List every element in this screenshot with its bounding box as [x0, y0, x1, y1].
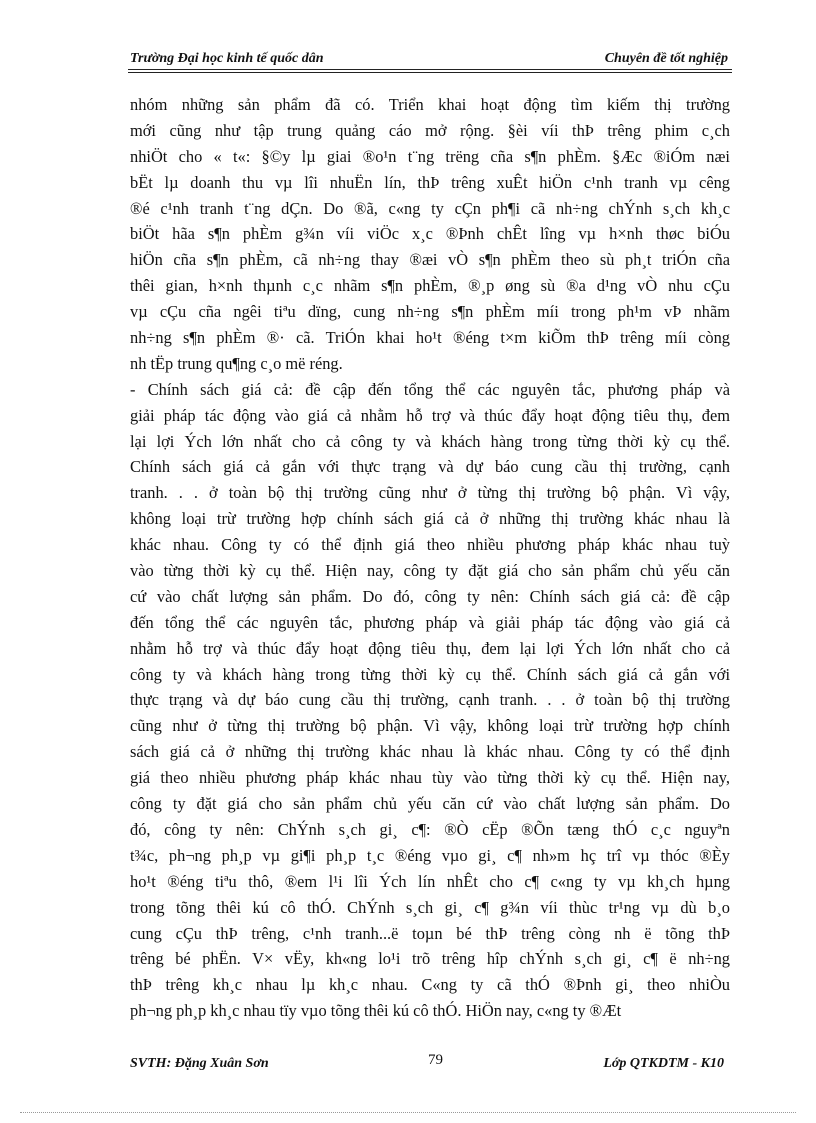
text-line: đến tổng thể các nguyên tắc, phương pháp và giải pháp tác động vào giá cả: [130, 612, 730, 632]
text-line: công ty và khách hàng trong từng thời kỳ cụ thể. Chính sách giá cả gắn với: [130, 664, 730, 684]
text-line: sách giá cả ở những thị trường khác nhau là khác nhau. Công ty có thể định: [130, 742, 730, 762]
text-line: nhằm hỗ trợ và thúc đẩy hoạt động tiêu thụ, đem lại lợi Ých lớn nhất cho cả: [130, 638, 730, 658]
text-line: t¾c, ph¬ng ph¸p vµ gi¶i ph¸p t¸c ®éng vµo gi¸ c¶ nh»m hç trî vµ thóc ®Èy: [130, 845, 730, 865]
text-line: ®é c¹nh tranh t¨ng dÇn. Do ®ã, c«ng ty cÇn ph¶i cã nh÷ng chÝnh s¸ch kh¸c: [130, 198, 730, 218]
text-line: mới cũng như tập trung quảng cáo mở rộng. §èi víi thÞ trêng phim c¸ch: [130, 120, 730, 140]
text-line: biÖt hãa s¶n phÈm g¾n víi viÖc x¸c ®Þnh chÊt lîng vµ h×nh thøc biÓu: [130, 224, 730, 244]
text-line: - Chính sách giá cả: đề cập đến tổng thể các nguyên tắc, phương pháp và: [130, 379, 730, 399]
text-line: nhiÖt cho « t«: §©y lµ giai ®o¹n t¨ng trëng cña s¶n phÈm. §Æc ®iÓm næi: [130, 146, 730, 166]
text-line: cũng như ở từng thị trường bộ phận. Vì vậy, không loại trừ trường hợp chính: [130, 716, 730, 736]
header-rule-bottom: [128, 72, 732, 73]
text-line: ph¬ng ph¸p kh¸c nhau tïy vµo tõng thêi kú cô thÓ. HiÖn nay, c«ng ty ®Æt: [130, 1001, 622, 1021]
page-number: 79: [428, 1052, 443, 1068]
page-header: [128, 50, 732, 70]
text-line: giải pháp tác động vào giá cả nhằm hỗ trợ và thúc đẩy hoạt động tiêu thụ, đem: [130, 405, 730, 425]
text-line: giá theo nhiều phương pháp khác nhau tùy vào từng thời kỳ cụ thể. Hiện nay,: [130, 768, 730, 788]
text-line: nhóm những sản phẩm đã có. Triển khai hoạt động tìm kiếm thị trường: [130, 95, 730, 114]
text-line: thực trạng và dự báo cung cầu thị trường, cạnh tranh. . . ở toàn bộ thị trường: [130, 690, 730, 710]
text-line: cứ vào chất lượng sản phẩm. Do đó, công ty nên: Chính sách giá cả: đề cập: [130, 586, 730, 606]
text-line: hiÖn cña s¶n phÈm, cã nh÷ng thay ®æi vÒ s¶n phÈm theo sù ph¸t triÓn cña: [130, 250, 730, 270]
text-line: trêng bé phËn. V× vËy, kh«ng lo¹i trõ trêng hîp chÝnh s¸ch gi¸ c¶ ë nh÷ng: [130, 949, 730, 969]
page-bottom-dotted-rule: [20, 1112, 796, 1113]
footer-class-name: Lớp QTKDTM - K10: [603, 1056, 724, 1071]
text-line: thÞ trêng kh¸c nhau lµ kh¸c nhau. C«ng ty cã thÓ ®Þnh gi¸ theo nhiÒu: [130, 975, 730, 995]
text-line: lại lợi Ých lớn nhất cho cả công ty và khách hàng trong từng thời kỳ cụ thể.: [130, 431, 730, 451]
text-line: vào từng thời kỳ cụ thể. Hiện nay, công ty đặt giá cho sản phẩm chủ yếu căn: [130, 561, 730, 581]
text-line: khác nhau. Công ty có thể định giá theo nhiều phương pháp khác nhau tuỳ: [130, 535, 730, 555]
text-line: cung cÇu thÞ trêng, c¹nh tranh...ë toµn bé thÞ trêng còng nh ë tõng thÞ: [130, 923, 730, 943]
text-line: tranh. . . ở toàn bộ thị trường cũng như ở từng thị trường bộ phận. Vì vậy,: [130, 483, 730, 503]
header-document-type: Chuyên đề tốt nghiệp: [604, 51, 728, 66]
page-footer: [128, 1050, 732, 1072]
text-line: thêi gian, h×nh thµnh c¸c nhãm s¶n phÈm, ®¸p øng sù ®a d¹ng vÒ nhu cÇu: [130, 276, 730, 296]
text-line: công ty đặt giá cho sản phẩm chủ yếu căn cứ vào chất lượng sản phẩm. Do: [130, 794, 730, 814]
text-line: nh÷ng s¶n phÈm ®· cã. TriÓn khai ho¹t ®éng t×m kiÕm thÞ trêng míi còng: [130, 328, 730, 348]
text-line: đó, công ty nên: ChÝnh s¸ch gi¸ c¶: ®Ò cËp ®Õn tæng thÓ c¸c nguyªn: [130, 819, 730, 839]
body-text: [130, 92, 730, 1024]
footer-student-name: SVTH: Đặng Xuân Sơn: [130, 1056, 269, 1071]
text-line: ho¹t ®éng tiªu thô, ®em l¹i lîi Ých lín nhÊt cho c¶ c«ng ty vµ kh¸ch hµng: [130, 871, 730, 891]
text-line: Chính sách giá cả gắn với thực trạng và dự báo cung cầu thị trường, cạnh: [130, 457, 730, 477]
text-line: bËt lµ doanh thu vµ lîi nhuËn lín, thÞ trêng xuÊt hiÖn c¹nh tranh vµ cêng: [130, 172, 730, 192]
text-line: nh tËp trung qu¶ng c¸o më réng.: [130, 353, 343, 373]
text-line: trong tõng thêi kú cô thÓ. ChÝnh s¸ch gi¸ c¶ g¾n víi thùc tr¹ng vµ dù b¸o: [130, 897, 730, 917]
header-school-name: Trường Đại học kinh tế quốc dân: [130, 51, 324, 66]
header-rule-top: [128, 69, 732, 70]
text-line: vµ cÇu cña ngêi tiªu dïng, cung nh÷ng s¶n phÈm míi trong ph¹m vÞ nhãm: [130, 302, 730, 322]
text-line: không loại trừ trường hợp chính sách giá cả ở những thị trường khác nhau là: [130, 509, 730, 529]
